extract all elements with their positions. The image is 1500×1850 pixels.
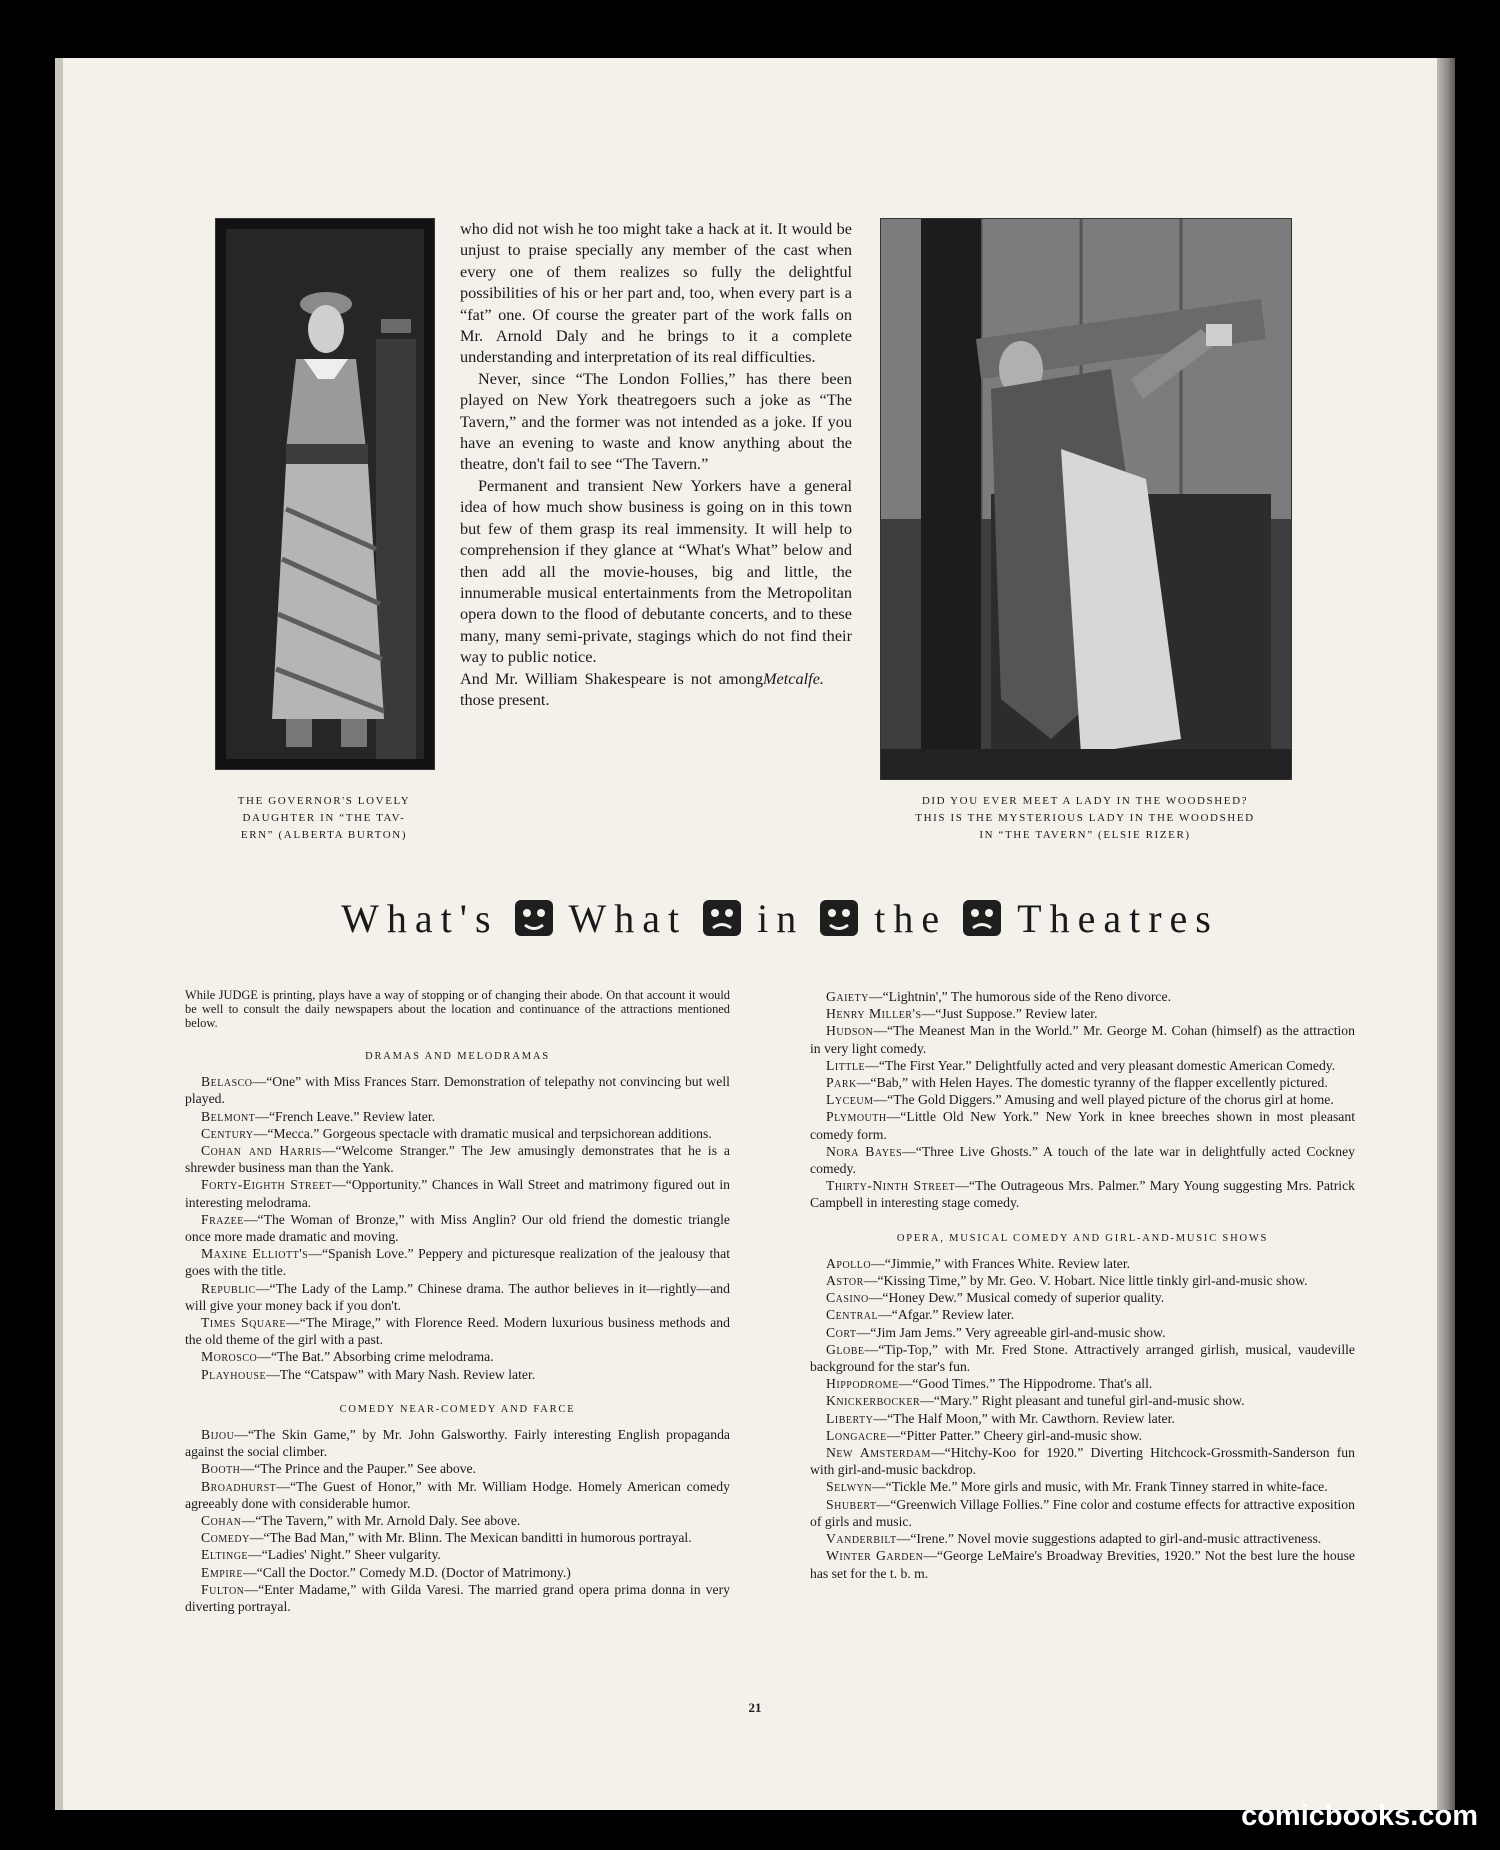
page-gutter — [55, 58, 63, 1810]
theatre-listing — [810, 1324, 1355, 1341]
listing-description: —“Honey Dew.” Musical comedy of superior quality. — [868, 1290, 1165, 1306]
theatre-name: Booth — [201, 1461, 241, 1477]
listing-description: —“Pitter Patter.” Cheery girl-and-music show. — [886, 1427, 1143, 1443]
theatre-name: Plymouth — [826, 1109, 887, 1125]
theatre-name: Thirty-Ninth Street — [826, 1178, 956, 1194]
theatre-name: Frazee — [201, 1211, 244, 1227]
theatre-listing — [810, 1074, 1355, 1091]
listing-description: —“One” with Miss Frances Starr. Demonstration of telepathy not convincing but well played. — [185, 1074, 730, 1107]
theatre-listing — [810, 1289, 1355, 1306]
listing-description: —“Kissing Time,” by Mr. Geo. V. Hobart. Nice little tinkly girl-and-music show. — [863, 1273, 1308, 1289]
theatre-name: Eltinge — [201, 1547, 249, 1563]
listing-description: —“Call the Doctor.” Comedy M.D. (Doctor of Matrimony.) — [242, 1564, 571, 1580]
theatre-listing — [185, 1108, 730, 1125]
photo-right-caption — [855, 793, 1315, 844]
theatre-listing — [810, 1091, 1355, 1108]
theatre-listing — [810, 1143, 1355, 1177]
theatre-listing — [810, 1341, 1355, 1375]
photo-lady-in-woodshed — [880, 218, 1292, 780]
theatre-listing — [185, 1073, 730, 1107]
article-closing — [460, 668, 852, 711]
theatre-listing — [810, 1272, 1355, 1289]
photo-governors-daughter-image — [216, 219, 434, 769]
masthead-word: What's — [341, 895, 499, 941]
theatre-listing — [185, 1529, 730, 1546]
listing-description: —“The First Year.” Delightfully acted and very pleasant domestic American Comedy. — [865, 1057, 1336, 1073]
theatre-name: Apollo — [826, 1255, 872, 1271]
theatre-listing — [185, 1245, 730, 1279]
page-number: 21 — [748, 1700, 762, 1715]
theatre-listing — [185, 1211, 730, 1245]
theatre-name: Little — [826, 1057, 866, 1073]
theatre-name: Gaiety — [826, 989, 869, 1004]
article-paragraph: who did not wish he too might take a hack at it. It would be unjust to praise specially any member of the cast when every one of them realizes so fully the delightful possibilities of his or her part and, too, when every part is a “fat” one. Of course the greater part of the work falls on Mr. Arnold Daly and he brings to it a complete understanding and interpretation of its real difficulties. — [460, 219, 852, 367]
theatre-listing — [185, 1512, 730, 1529]
caption-line: THE GOVERNOR'S LOVELY — [237, 795, 411, 807]
theatre-listing — [185, 1142, 730, 1176]
caption-line: DAUGHTER IN “THE TAV- — [242, 812, 406, 824]
book-spine-shadow — [1437, 58, 1455, 1810]
listing-description: —“The Meanest Man in the World.” Mr. George M. Cohan (himself) as the attraction in very light comedy. — [810, 1023, 1355, 1056]
theatre-listing — [810, 1410, 1355, 1427]
listing-description: —“Afgar.” Review later. — [878, 1307, 1015, 1323]
listing-description: —“The Prince and the Pauper.” See above. — [240, 1461, 477, 1477]
listing-description: —“Opportunity.” Chances in Wall Street and matrimony figured out in interesting melodrama. — [185, 1177, 730, 1210]
article-text — [460, 218, 852, 710]
caption-line: ERN” (ALBERTA BURTON) — [240, 829, 408, 841]
listing-description: —“Hitchy-Koo for 1920.” Diverting Hitchcock-Grossmith-Sanderson fun with girl-and-music backdrop. — [810, 1445, 1355, 1478]
photo-lady-in-woodshed-image — [881, 219, 1291, 779]
theatre-name: Knickerbocker — [826, 1393, 921, 1409]
listing-description: —“The Half Moon,” with Mr. Cawthorn. Review later. — [873, 1410, 1175, 1426]
theatre-listing — [810, 1496, 1355, 1530]
listing-section-heading: DRAMAS AND MELODRAMAS — [365, 1051, 550, 1062]
theatre-listing — [810, 1255, 1355, 1272]
listing-description: —“French Leave.” Review later. — [255, 1108, 436, 1124]
theatre-name: Belasco — [201, 1074, 253, 1090]
listing-description: —“The Skin Game,” by Mr. John Galsworthy. Fairly interesting English propaganda against the social climber. — [185, 1427, 730, 1460]
theatre-listing — [810, 1375, 1355, 1392]
theatre-listing — [185, 1478, 730, 1512]
masthead-word: the — [874, 895, 948, 941]
listing-description: —“Bab,” with Helen Hayes. The domestic tyranny of the flapper excellently pictured. — [856, 1075, 1328, 1091]
theatre-listing — [185, 1176, 730, 1210]
photo-governors-daughter — [215, 218, 435, 770]
listings-right-column — [810, 988, 1355, 1594]
listing-description: —“Irene.” Novel movie suggestions adapted to girl-and-music attractiveness. — [896, 1531, 1322, 1547]
theatre-listing — [810, 1478, 1355, 1495]
theatre-listing — [185, 1426, 730, 1460]
theatre-name: Selwyn — [826, 1479, 872, 1495]
theatre-name: Henry Miller's — [826, 1006, 922, 1022]
theatre-name: Fulton — [201, 1581, 245, 1597]
author-signature: Metcalfe. — [762, 668, 824, 688]
theatre-name: Cohan and Harris — [201, 1143, 322, 1159]
listing-description: —“The Tavern,” with Mr. Arnold Daly. See above. — [241, 1513, 521, 1529]
listing-description: —“The Outrageous Mrs. Palmer.” Mary Young suggesting Mrs. Patrick Campbell in interesting stage comedy. — [810, 1178, 1355, 1211]
listing-description: —“Jimmie,” with Frances White. Review later. — [871, 1255, 1131, 1271]
left-sections — [185, 1048, 730, 1627]
listing-description: —“George LeMaire's Broadway Brevities, 1920.” Not the best lure the house has set for the t. b. m. — [810, 1548, 1355, 1581]
theatre-mask-icon — [701, 896, 743, 940]
theatre-name: Century — [201, 1125, 254, 1141]
listing-section-heading: COMEDY NEAR-COMEDY AND FARCE — [339, 1403, 576, 1415]
theatre-name: Nora Bayes — [826, 1143, 903, 1159]
theatre-name: Hippodrome — [826, 1376, 899, 1392]
theatre-name: Longacre — [826, 1427, 887, 1443]
theatre-listing — [810, 988, 1355, 1005]
listing-description: —“Enter Madame,” with Gilda Varesi. The married grand opera prima donna in very diverting portrayal. — [185, 1581, 730, 1615]
caption-line: DID YOU EVER MEET A LADY IN THE WOODSHED? — [921, 795, 1249, 807]
theatre-listing — [810, 1005, 1355, 1022]
article-paragraph: Permanent and transient New Yorkers have a general idea of how much show business is going on in this town but few of them grasp its real immensity. It will help to comprehension if they glance at “What's What” below and then add all the movie-houses, big and little, the innumerable musical entertainments from the Metropolitan opera down to the flood of debutante concerts, and to these many, many semi-private, stagings which do not find their way to public notice. — [460, 475, 852, 667]
theatre-name: Shubert — [826, 1496, 877, 1512]
theatre-listing — [185, 1348, 730, 1365]
theatre-listing — [185, 1546, 730, 1563]
theatre-listing — [185, 1314, 730, 1348]
photo-left-caption — [205, 793, 443, 844]
site-watermark: comicbooks.com — [1241, 1800, 1478, 1832]
theatre-name: Lyceum — [826, 1092, 874, 1108]
listing-description: —“Little Old New York.” New York in knee breeches shown in most pleasant comedy form. — [810, 1109, 1355, 1142]
right-sections — [810, 988, 1355, 1594]
theatre-name: Forty-Eighth Street — [201, 1177, 333, 1193]
theatre-name: Comedy — [201, 1530, 250, 1546]
theatre-mask-icon — [513, 896, 555, 940]
caption-line: IN “THE TAVERN” (ELSIE RIZER) — [979, 829, 1191, 841]
listings-intro: While JUDGE is printing, plays have a way of stopping or of changing their abode. On that account it would be well to consult the daily newspapers about the location and continuance of the attractions mentioned below. — [185, 988, 730, 1030]
listing-description: —“The Woman of Bronze,” with Miss Anglin? Our old friend the domestic triangle once more made dramatic and moving. — [185, 1211, 730, 1245]
listing-description: —The “Catspaw” with Mary Nash. Review later. — [266, 1366, 536, 1382]
theatre-name: Cohan — [201, 1513, 242, 1529]
theatre-listing — [810, 1427, 1355, 1444]
theatre-mask-icon — [961, 896, 1003, 940]
theatre-listing — [810, 1444, 1355, 1478]
listing-section-heading: OPERA, MUSICAL COMEDY AND GIRL-AND-MUSIC SHOWS — [896, 1232, 1269, 1244]
listings-left-column — [185, 988, 730, 1627]
theatre-name: Maxine Elliott's — [201, 1246, 309, 1262]
theatre-name: Broadhurst — [201, 1478, 277, 1494]
theatre-listing — [185, 1280, 730, 1314]
whats-what-masthead — [215, 878, 1345, 958]
listing-description: —“The Bat.” Absorbing crime melodrama. — [257, 1349, 494, 1365]
theatre-name: Belmont — [201, 1108, 256, 1124]
listing-description: —“Tickle Me.” More girls and music, with Mr. Frank Tinney starred in white-face. — [871, 1479, 1328, 1495]
masthead-word: What — [568, 895, 688, 941]
theatre-name: Globe — [826, 1341, 865, 1357]
theatre-name: Park — [826, 1075, 857, 1091]
listing-description: —“Lightnin',” The humorous side of the Reno divorce. — [868, 989, 1172, 1004]
listing-description: —“The Bad Man,” with Mr. Blinn. The Mexican banditti in humorous portrayal. — [249, 1530, 692, 1546]
masthead-word: Theatres — [1017, 895, 1219, 941]
listing-description: —“The Lady of the Lamp.” Chinese drama. The author believes in it—rightly—and will give your money back if you don't. — [185, 1280, 730, 1313]
theatre-name: Bijou — [201, 1427, 235, 1443]
theatre-name: Playhouse — [201, 1366, 267, 1382]
theatre-name: Vanderbilt — [826, 1531, 897, 1547]
caption-line: THIS IS THE MYSTERIOUS LADY IN THE WOODSHED — [915, 812, 1255, 824]
listing-description: —“The Mirage,” with Florence Reed. Modern luxurious business methods and the old theme of the girl with a past. — [185, 1315, 730, 1348]
theatre-listing — [810, 1057, 1355, 1074]
theatre-name: Winter Garden — [826, 1548, 924, 1564]
theatre-listing — [810, 1392, 1355, 1409]
article-paragraph: Never, since “The London Follies,” has there been played on New York theatregoers such a joke as “The Tavern,” and the former was not intended as a joke. If you have an evening to waste and know anything about the theatre, don't fail to see “The Tavern.” — [460, 368, 852, 474]
listing-description: —“Three Live Ghosts.” A touch of the late war in delightfully acted Cockney comedy. — [810, 1143, 1355, 1177]
listing-description: —“Mary.” Right pleasant and tuneful girl-and-music show. — [920, 1393, 1245, 1409]
theatre-name: Times Square — [201, 1315, 287, 1331]
theatre-listing — [185, 1581, 730, 1615]
listing-description: —“Welcome Stranger.” The Jew amusingly demonstrates that he is a shrewder business man than the Yank. — [185, 1143, 730, 1176]
listing-description: —“Greenwich Village Follies.” Fine color and costume effects for attractive exposition of girls and music. — [810, 1496, 1355, 1529]
listing-description: —“Jim Jam Jems.” Very agreeable girl-and-music show. — [856, 1324, 1166, 1340]
magazine-page — [55, 58, 1455, 1810]
listing-description: —“Just Suppose.” Review later. — [921, 1006, 1098, 1022]
listing-description: —“The Guest of Honor,” with Mr. William Hodge. Homely American comedy agreeably done with considerable humor. — [185, 1478, 730, 1511]
theatre-listing — [810, 1108, 1355, 1142]
closing-line: And Mr. William Shakespeare is not among those present. — [460, 668, 763, 709]
theatre-name: Cort — [826, 1324, 857, 1340]
theatre-listing — [185, 1366, 730, 1383]
listing-description: —“Spanish Love.” Peppery and picturesque realization of the jealousy that goes with the title. — [185, 1246, 730, 1279]
listing-description: —“Mecca.” Gorgeous spectacle with dramatic musical and terpsichorean additions. — [253, 1125, 712, 1141]
theatre-name: Empire — [201, 1564, 243, 1580]
theatre-listing — [185, 1460, 730, 1477]
theatre-listing — [810, 1530, 1355, 1547]
listing-description: —“Ladies' Night.” Sheer vulgarity. — [248, 1547, 441, 1563]
theatre-name: Republic — [201, 1280, 256, 1296]
theatre-name: Liberty — [826, 1410, 874, 1426]
theatre-name: Astor — [826, 1273, 864, 1289]
theatre-listing — [810, 1547, 1355, 1581]
theatre-name: Casino — [826, 1290, 869, 1306]
theatre-mask-icon — [818, 896, 860, 940]
theatre-listing — [185, 1564, 730, 1581]
theatre-listing — [185, 1125, 730, 1142]
listing-description: —“Tip-Top,” with Mr. Fred Stone. Attractively arranged girlish, musical, vaudeville background for the star's fun. — [810, 1341, 1355, 1375]
theatre-listing — [810, 1022, 1355, 1056]
listing-description: —“Good Times.” The Hippodrome. That's all. — [898, 1376, 1153, 1392]
theatre-name: New Amsterdam — [826, 1445, 931, 1461]
masthead-word: in — [757, 895, 805, 941]
theatre-listing — [810, 1177, 1355, 1211]
listing-description: —“The Gold Diggers.” Amusing and well played picture of the chorus girl at home. — [873, 1092, 1334, 1108]
theatre-name: Morosco — [201, 1349, 258, 1365]
theatre-listing — [810, 1306, 1355, 1323]
theatre-name: Central — [826, 1307, 879, 1323]
theatre-name: Hudson — [826, 1023, 874, 1039]
